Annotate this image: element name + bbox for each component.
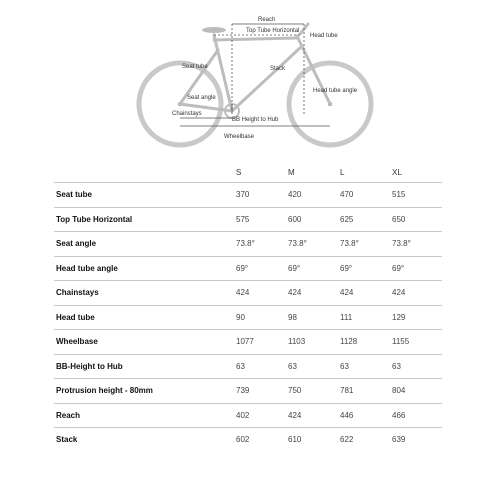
row-value: 98	[286, 305, 338, 330]
row-value: 63	[286, 354, 338, 379]
diagram-label-seat-tube: Seat tube	[182, 64, 208, 70]
table-row	[54, 379, 442, 404]
row-value: 1128	[338, 330, 390, 355]
row-label: Head tube angle	[54, 256, 234, 281]
diagram-label-bb-height: BB Height to Hub	[232, 117, 279, 123]
row-value: 424	[286, 403, 338, 428]
table-row	[54, 330, 442, 355]
diagram-label-head-tube-angle: Head tube angle	[313, 88, 358, 94]
row-value: 424	[234, 281, 286, 306]
row-value: 470	[338, 183, 390, 208]
row-label: Protrusion height - 80mm	[54, 379, 234, 404]
row-value: 424	[338, 281, 390, 306]
header-blank	[54, 162, 234, 183]
row-label: Top Tube Horizontal	[54, 207, 234, 232]
row-value: 370	[234, 183, 286, 208]
geometry-table-header	[54, 162, 442, 183]
row-value: 402	[234, 403, 286, 428]
row-value: 129	[390, 305, 442, 330]
row-value: 610	[286, 428, 338, 452]
row-label: Stack	[54, 428, 234, 452]
row-value: 446	[338, 403, 390, 428]
diagram-label-stack: Stack	[270, 66, 286, 72]
row-value: 69°	[286, 256, 338, 281]
row-value: 575	[234, 207, 286, 232]
geometry-table-body	[54, 183, 442, 452]
bike-geometry-diagram	[0, 0, 500, 158]
table-row	[54, 207, 442, 232]
row-value: 63	[338, 354, 390, 379]
row-value: 739	[234, 379, 286, 404]
table-row	[54, 183, 442, 208]
table-row	[54, 232, 442, 257]
geometry-table	[54, 162, 442, 452]
row-label: BB-Height to Hub	[54, 354, 234, 379]
saddle	[202, 27, 226, 33]
row-label: Seat tube	[54, 183, 234, 208]
row-value: 420	[286, 183, 338, 208]
diagram-label-wheelbase: Wheelbase	[224, 134, 255, 140]
diagram-label-seat-angle: Seat angle	[187, 95, 216, 101]
row-value: 600	[286, 207, 338, 232]
row-value: 466	[390, 403, 442, 428]
row-value: 515	[390, 183, 442, 208]
table-row	[54, 354, 442, 379]
header-size-m: M	[288, 167, 295, 177]
row-value: 424	[390, 281, 442, 306]
row-value: 73.8°	[286, 232, 338, 257]
row-value: 1155	[390, 330, 442, 355]
row-value: 69°	[390, 256, 442, 281]
row-value: 73.8°	[338, 232, 390, 257]
row-value: 73.8°	[390, 232, 442, 257]
row-label: Head tube	[54, 305, 234, 330]
diagram-label-chainstays: Chainstays	[172, 111, 202, 117]
row-value: 424	[286, 281, 338, 306]
row-value: 781	[338, 379, 390, 404]
row-label: Seat angle	[54, 232, 234, 257]
row-value: 111	[338, 305, 390, 330]
table-row	[54, 305, 442, 330]
row-label: Wheelbase	[54, 330, 234, 355]
row-value: 69°	[338, 256, 390, 281]
table-row	[54, 281, 442, 306]
diagram-label-reach: Reach	[258, 17, 276, 23]
row-value: 602	[234, 428, 286, 452]
row-value: 622	[338, 428, 390, 452]
diagram-label-top-tube: Top Tube Horizontal	[246, 28, 300, 34]
row-value: 69°	[234, 256, 286, 281]
header-size-xl: XL	[392, 167, 402, 177]
row-label: Chainstays	[54, 281, 234, 306]
header-size-l: L	[340, 167, 345, 177]
row-value: 639	[390, 428, 442, 452]
diagram-label-head-tube: Head tube	[310, 33, 338, 39]
row-value: 650	[390, 207, 442, 232]
row-value: 1077	[234, 330, 286, 355]
row-label: Reach	[54, 403, 234, 428]
row-value: 73.8°	[234, 232, 286, 257]
table-row	[54, 256, 442, 281]
row-value: 90	[234, 305, 286, 330]
header-size-s: S	[236, 167, 242, 177]
row-value: 63	[234, 354, 286, 379]
row-value: 750	[286, 379, 338, 404]
row-value: 63	[390, 354, 442, 379]
row-value: 625	[338, 207, 390, 232]
row-value: 1103	[286, 330, 338, 355]
row-value: 804	[390, 379, 442, 404]
table-row	[54, 403, 442, 428]
table-row	[54, 428, 442, 452]
